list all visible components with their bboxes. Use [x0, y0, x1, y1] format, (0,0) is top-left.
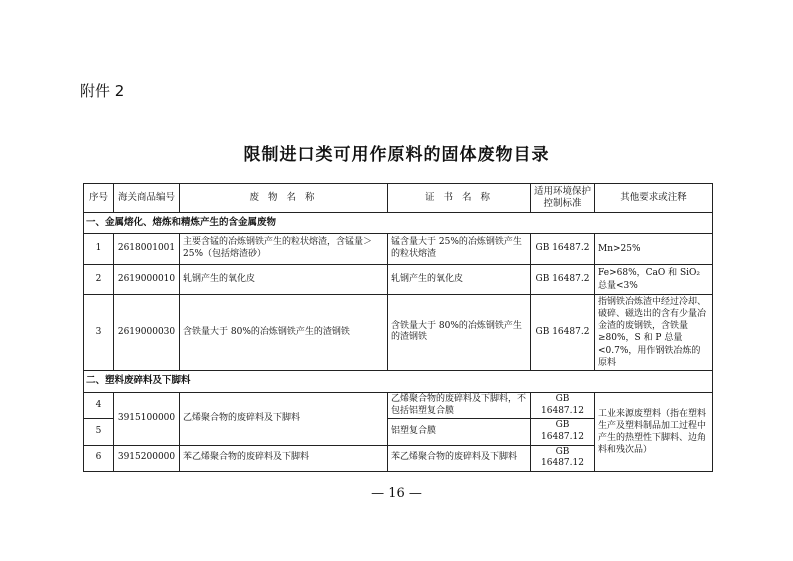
- cell-name: 轧钢产生的氧化皮: [180, 265, 388, 295]
- cell-cert: 锰含量大于 25%的冶炼钢铁产生的粒状熔渣: [388, 234, 531, 265]
- table-row: [84, 392, 713, 418]
- cell-no: 2: [84, 265, 114, 295]
- cell-no: 3: [84, 295, 114, 371]
- header-notes: 其他要求或注释: [595, 184, 713, 213]
- header-code: 海关商品编号: [114, 184, 180, 213]
- cell-cert: 苯乙烯聚合物的废碎料及下脚料: [388, 445, 531, 471]
- cell-name: 苯乙烯聚合物的废碎料及下脚料: [180, 445, 388, 471]
- cell-std: GB 16487.12: [531, 419, 595, 445]
- section-title-plastic: 二、塑料废碎料及下脚料: [84, 370, 713, 392]
- cell-code: 2618001001: [114, 234, 180, 265]
- header-cert: 证 书 名 称: [388, 184, 531, 213]
- page-number: — 16 —: [371, 486, 422, 501]
- attachment-label: 附件 2: [80, 82, 125, 100]
- table-row: [84, 265, 713, 295]
- table-row: [84, 295, 713, 371]
- cell-std: GB 16487.2: [531, 265, 595, 295]
- cell-code: 2619000030: [114, 295, 180, 371]
- cell-code: 3915100000: [114, 392, 180, 445]
- cell-cert: 含铁量大于 80%的冶炼钢铁产生的渣钢铁: [388, 295, 531, 371]
- section-title-metal: 一、金属熔化、熔炼和精炼产生的含金属废物: [84, 213, 713, 234]
- cell-notes: 工业来源废塑料（指在塑料生产及塑料制品加工过程中产生的热塑性下脚料、边角料和残次品）: [595, 392, 713, 471]
- cell-notes: Fe>68%，CaO 和 SiO₂ 总量<3%: [595, 265, 713, 295]
- cell-code: 3915200000: [114, 445, 180, 471]
- cell-cert: 乙烯聚合物的废碎料及下脚料，不包括铝塑复合膜: [388, 392, 531, 418]
- section-row: [84, 213, 713, 234]
- cell-name: 乙烯聚合物的废碎料及下脚料: [180, 392, 388, 445]
- cell-no: 1: [84, 234, 114, 265]
- cell-no: 5: [84, 419, 114, 445]
- document-title: 限制进口类可用作原料的固体废物目录: [243, 145, 550, 165]
- cell-std: GB 16487.2: [531, 234, 595, 265]
- table-row: [84, 234, 713, 265]
- cell-code: 2619000010: [114, 265, 180, 295]
- cell-cert: 轧钢产生的氧化皮: [388, 265, 531, 295]
- cell-name: 含铁量大于 80%的冶炼钢铁产生的渣钢铁: [180, 295, 388, 371]
- cell-std: GB 16487.12: [531, 445, 595, 471]
- cell-std: GB 16487.2: [531, 295, 595, 371]
- cell-name: 主要含锰的冶炼钢铁产生的粒状熔渣，含锰量＞25%（包括熔渣砂）: [180, 234, 388, 265]
- header-std: 适用环境保护控制标准: [531, 184, 595, 213]
- header-name: 废 物 名 称: [180, 184, 388, 213]
- section-row: [84, 370, 713, 392]
- waste-catalog-table: [83, 183, 713, 472]
- cell-no: 6: [84, 445, 114, 471]
- cell-notes: Mn>25%: [595, 234, 713, 265]
- cell-no: 4: [84, 392, 114, 418]
- header-no: 序号: [84, 184, 114, 213]
- cell-cert: 铝塑复合膜: [388, 419, 531, 445]
- cell-notes: 指钢铁冶炼渣中经过冷却、破碎、磁选出的含有少量冶金渣的废钢铁，含铁量≥80%，S 和 P 总量<0.7%，用作钢铁冶炼的原料: [595, 295, 713, 371]
- cell-std: GB 16487.12: [531, 392, 595, 418]
- table-header-row: [84, 184, 713, 213]
